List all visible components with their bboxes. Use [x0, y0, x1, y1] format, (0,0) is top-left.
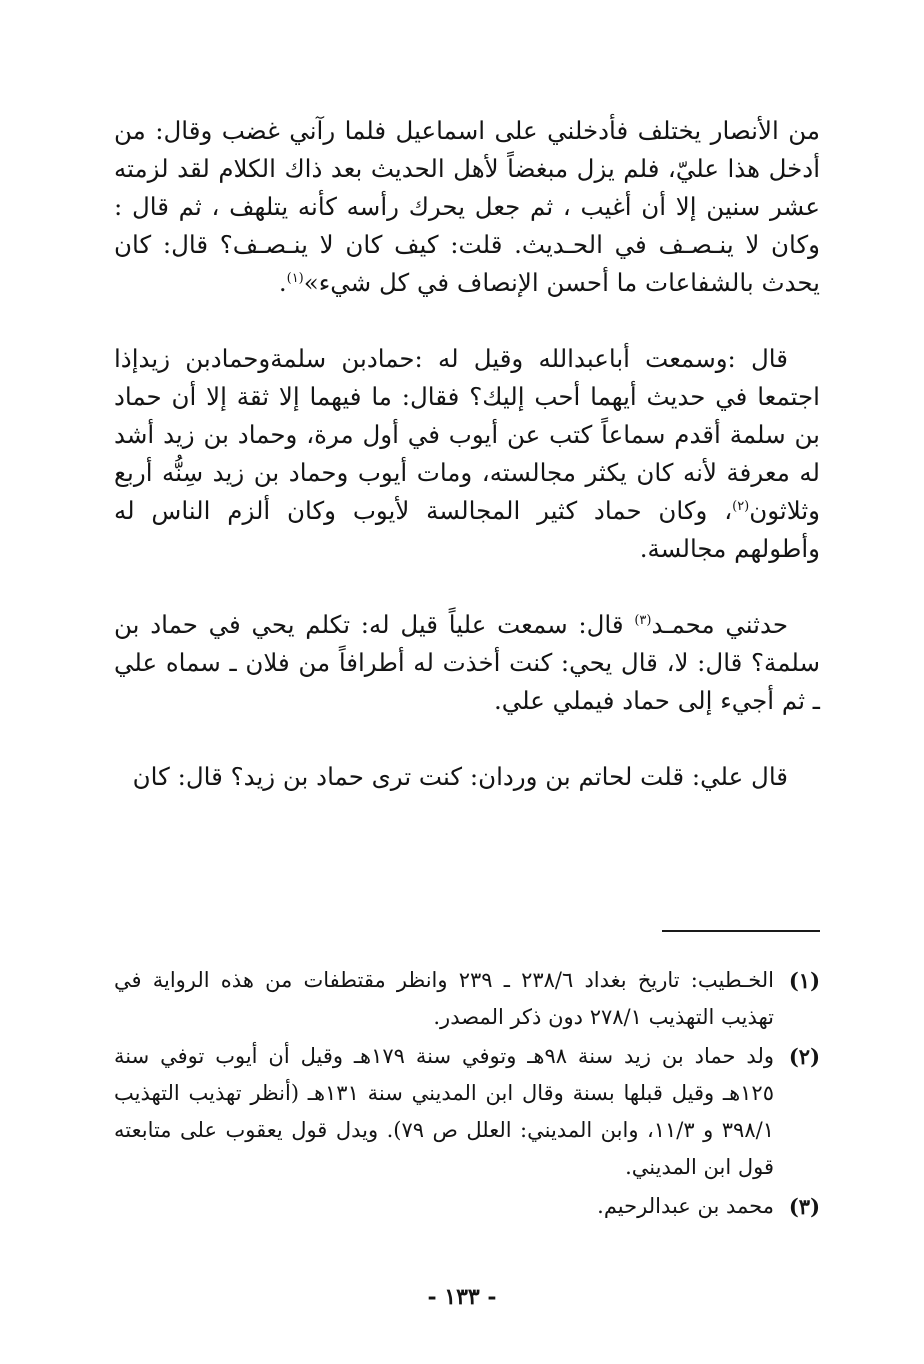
- footnote-1: [114, 962, 820, 1036]
- footnote-3: [114, 1188, 820, 1225]
- paragraph-2-tail: ، وكان حماد كثير المجالسة لأيوب وكان ألزم الناس له وأطولهم مجالسة.: [114, 496, 820, 563]
- paragraph-3-tail: قال: سمعت علياً قيل له: تكلم يحي في حماد بن سلمة؟ قال: لا، قال يحي: كنت أخذت له أطرافاً من فلان ـ سماه علي ـ ثم أجيء إلى حماد فيملي علي.: [114, 610, 820, 715]
- paragraph-3: [114, 606, 820, 720]
- footnote-2: [114, 1038, 820, 1186]
- paragraph-3-text: حدثني محمـد: [651, 610, 788, 639]
- paragraph-1: [114, 112, 820, 302]
- paragraph-4-text: قال علي: قلت لحاتم بن وردان: كنت ترى حماد بن زيد؟ قال: كان: [132, 762, 788, 791]
- footnote-ref-2: (٢): [732, 498, 750, 514]
- paragraph-4: [114, 758, 820, 796]
- footnote-ref-3: (٣): [634, 612, 652, 628]
- paragraph-1-text: من الأنصار يختلف فأدخلني على اسماعيل فلما رآني غضب وقال: من أدخل هذا عليّ، فلم يزل مبغضاً لأهل الحديث بعد ذاك الكلام لقد لزمته عشر سنين إلا أن أغيب ، ثم جعل يحرك رأسه كأنه يتلهف ، ثم قال : وكان لا ينـصـف في الحـديث. قلت: كيف كان لا ينـصـف؟ قال: كان يحدث بالشفاعات ما أحسن الإنصاف في كل شيء»: [114, 116, 820, 297]
- footnote-divider: [662, 930, 820, 932]
- footnote-text: ولد حماد بن زيد سنة ٩٨هـ وتوفي سنة ١٧٩هـ وقيل أن أيوب توفي سنة ١٢٥هـ وقيل قبلها بسنة وقال ابن المديني سنة ١٣١هـ (أنظر تهذيب التهذيب ٣٩٨/١ و ١١/٣، وابن المديني: العلل ص ٧٩). ويدل قول يعقوب على متابعته قول ابن المديني.: [114, 1044, 774, 1179]
- footnote-number: (١): [788, 968, 820, 993]
- paragraph-2: [114, 340, 820, 568]
- footnotes: [114, 962, 820, 1227]
- footnote-number: (٣): [788, 1194, 820, 1219]
- footnote-text: الخـطيب: تاريخ بغداد ٢٣٨/٦ ـ ٢٣٩ وانظر مقتطفات من هذه الرواية في تهذيب التهذيب ٢٧٨/١ دون ذكر المصدر.: [114, 968, 774, 1029]
- footnote-ref-1: (١): [286, 270, 304, 286]
- footnote-text: محمد بن عبدالرحيم.: [597, 1194, 774, 1218]
- footnote-number: (٢): [788, 1044, 820, 1069]
- page-number: - ١٣٣ -: [427, 1284, 497, 1310]
- main-text: [114, 112, 820, 796]
- paragraph-1-tail: .: [278, 268, 287, 297]
- paragraph-2-text: قال :وسمعت أباعبدالله وقيل له :حمادبن سلمةوحمادبن زيدإذا اجتمعا في حديث أيهما أحب إليك؟ فقال: ما فيهما إلا ثقة إلا أن حماد بن سلمة أقدم سماعاً كتب عن أيوب في أول مرة، وحماد بن زيد أشد له معرفة لأنه كان يكثر مجالسته، ومات أيوب وحماد بن زيد سِنُّه أربع وثلاثون: [114, 344, 820, 525]
